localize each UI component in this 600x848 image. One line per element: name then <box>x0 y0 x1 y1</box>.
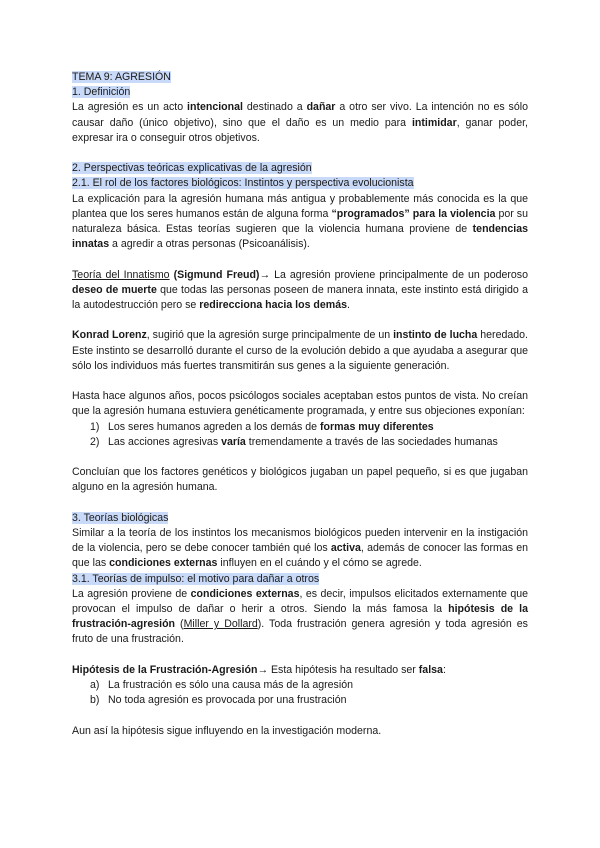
section-2-heading: 2. Perspectivas teóricas explicativas de la agresión <box>72 162 312 175</box>
list-item: 2) Las acciones agresivas varía tremendamente a través de las sociedades humanas <box>90 435 498 448</box>
innatism-paragraph: Teoría del Innatismo (Sigmund Freud)→ La agresión proviene principalmente de un poderoso deseo de muerte que todas las personas poseen de manera innata, este instinto está dirigido a la autodestrucción pero se redirecciona hacia los demás. <box>72 268 528 312</box>
list-item: b) No toda agresión es provocada por una frustración <box>90 694 347 707</box>
document-body <box>72 70 528 739</box>
section-2-1-heading: 2.1. El rol de los factores biológicos: Instintos y perspectiva evolucionista <box>72 177 414 190</box>
instinct-paragraph: La explicación para la agresión humana más antigua y probablemente más conocida es la que plantea que los seres humanos están de alguna forma “programados” para la violencia por su naturaleza básica. Estas teorías sugieren que la violencia humana proviene de tendencias innatas a agredir a otras personas (Psicoanálisis). <box>72 192 528 251</box>
impulse-paragraph: La agresión proviene de condiciones externas, es decir, impulsos elicitados externamente que provocan el impulso de dañar o herir a otros. Siendo la más famosa la hipótesis de la frustración-agresión (Miller y Dollard). Toda frustración genera agresión y toda agresión es fruto de una frustración. <box>72 587 528 646</box>
hypothesis-line: Hipótesis de la Frustración-Agresión→ Esta hipótesis ha resultado ser falsa: <box>72 663 446 676</box>
conclusion-paragraph: Concluían que los factores genéticos y biológicos jugaban un papel pequeño, si es que jugaban alguno en la agresión humana. <box>72 466 528 494</box>
list-item: a) La frustración es sólo una causa más de la agresión <box>90 679 353 692</box>
definition-paragraph: La agresión es un acto intencional destinado a dañar a otro ser vivo. La intención no es sólo causar daño (único objetivo), sino que el daño es un medio para intimidar, ganar poder, expresar ira o conseguir otros objetivos. <box>72 101 528 144</box>
list-item: 1) Los seres humanos agreden a los demás de formas muy diferentes <box>90 420 434 433</box>
lorenz-paragraph: Konrad Lorenz, sugirió que la agresión surge principalmente de un instinto de lucha heredado. Este instinto se desarrolló durante el curso de la evolución debido a que ayudaba a asegurar que sólo los individuos más fuertes transmitirán sus genes a la siguiente generación. <box>72 329 528 372</box>
section-3-heading: 3. Teorías biológicas <box>72 511 169 524</box>
section-1-heading: 1. Definición <box>72 86 131 99</box>
closing-paragraph: Aun así la hipótesis sigue influyendo en la investigación moderna. <box>72 724 382 737</box>
objections-paragraph: Hasta hace algunos años, pocos psicólogos sociales aceptaban estos puntos de vista. No creían que la agresión humana estuviera genéticamente programada, y entre sus objeciones exponían: <box>72 390 528 418</box>
page-title: TEMA 9: AGRESIÓN <box>72 71 171 83</box>
hypothesis-list <box>72 678 528 708</box>
biological-paragraph: Similar a la teoría de los instintos los mecanismos biológicos pueden intervenir en la instigación de la violencia, pero se debe conocer también qué los activa, además de conocer las formas en que las condiciones externas influyen en el cuándo y el cómo se agrede. <box>72 527 528 570</box>
objections-list <box>72 420 528 450</box>
section-3-1-heading: 3.1. Teorías de impulso: el motivo para dañar a otros <box>72 572 320 585</box>
